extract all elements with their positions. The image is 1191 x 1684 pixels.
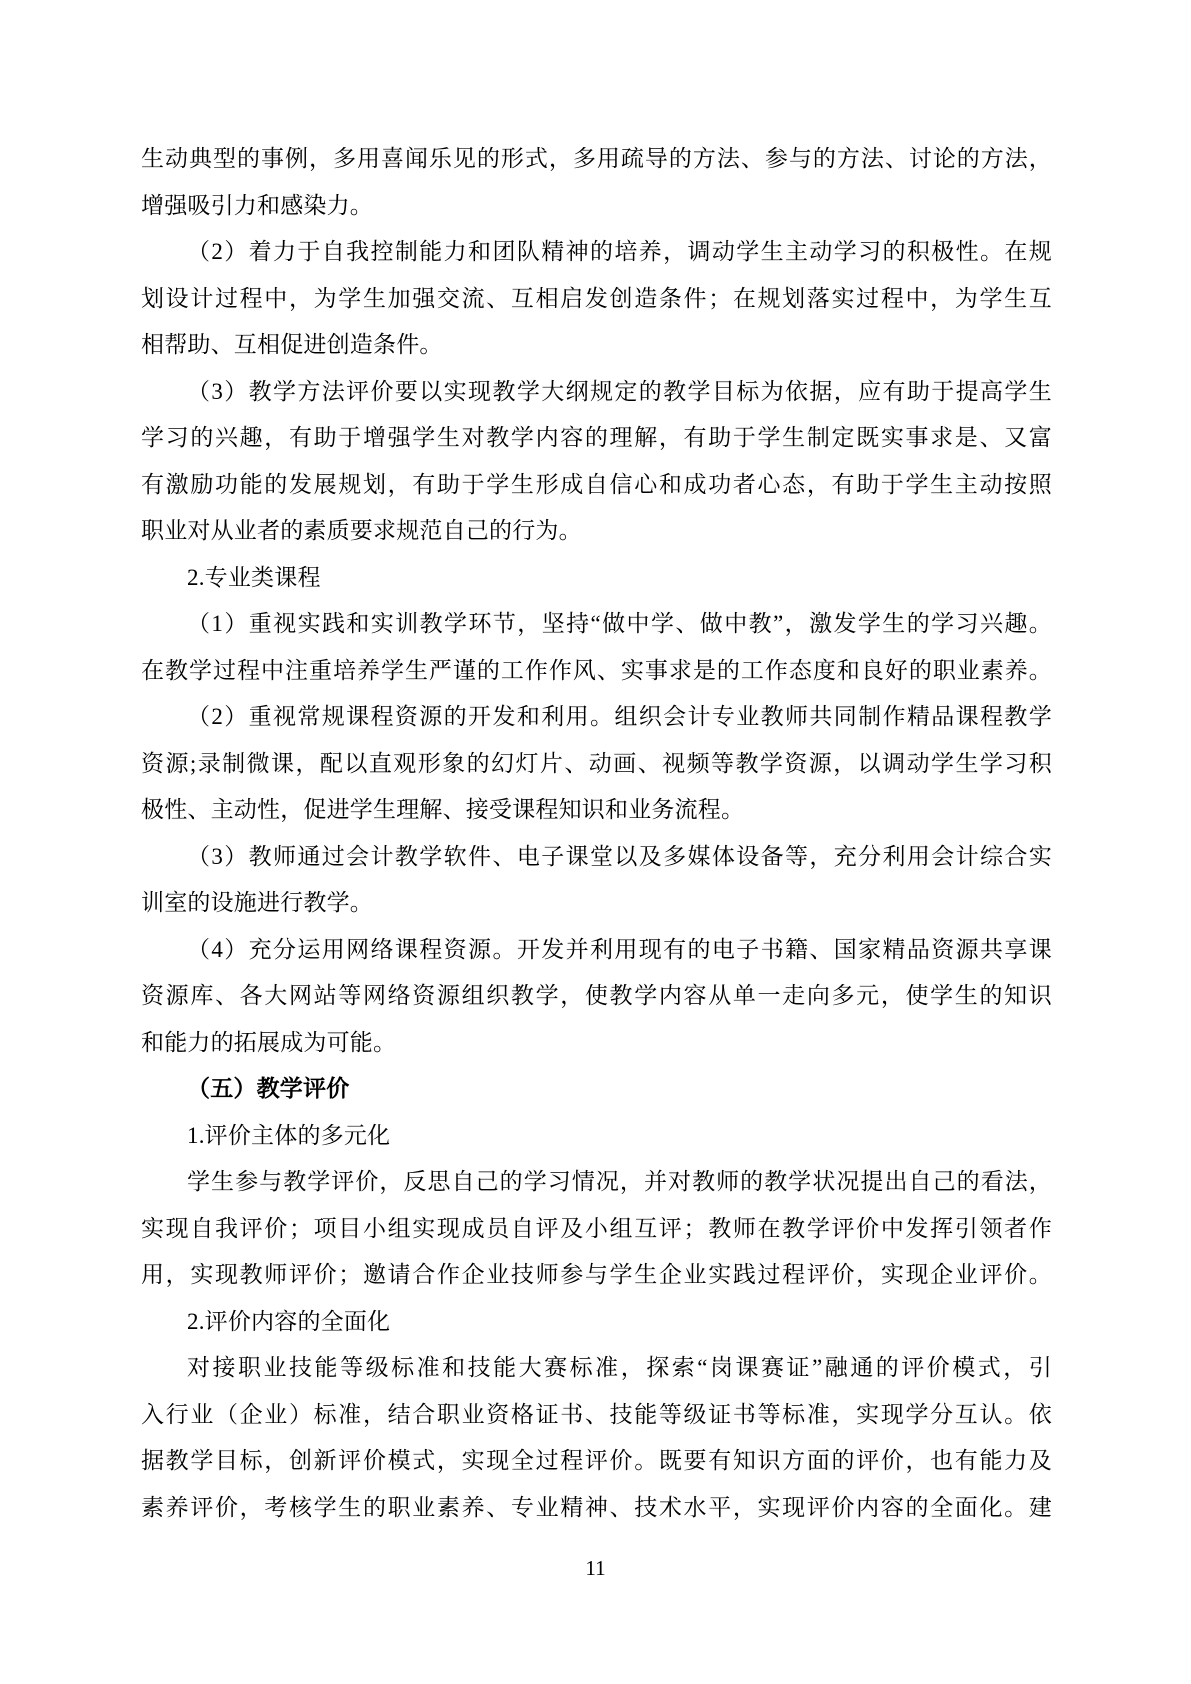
text-line: 在教学过程中注重培养学生严谨的工作作风、实事求是的工作态度和良好的职业素养。	[141, 657, 1052, 683]
text-line: （2）着力于自我控制能力和团队精神的培养，调动学生主动学习的积极性。在规	[187, 239, 1052, 264]
list-item-heading: 1.评价主体的多元化	[187, 1122, 391, 1148]
text-line: 相帮助、互相促进创造条件。	[141, 332, 443, 357]
text-line: 学生参与教学评价，反思自己的学习情况，并对教师的教学状况提出自己的看法，	[187, 1169, 1052, 1194]
text-line: 据教学目标，创新评价模式，实现全过程评价。既要有知识方面的评价，也有能力及	[141, 1448, 1052, 1473]
text-line: 生动典型的事例，多用喜闻乐见的形式，多用疏导的方法、参与的方法、讨论的方法，	[141, 146, 1052, 171]
text-line: （3）教师通过会计教学软件、电子课堂以及多媒体设备等，充分利用会计综合实	[187, 843, 1052, 869]
text-line: 训室的设施进行教学。	[141, 890, 373, 915]
list-item-heading: 2.专业类课程	[187, 564, 321, 590]
text-line: 对接职业技能等级标准和技能大赛标准，探索“岗课赛证”融通的评价模式，引	[187, 1355, 1052, 1380]
page-number: 11	[585, 1556, 606, 1580]
text-line: 素养评价，考核学生的职业素养、专业精神、技术水平，实现评价内容的全面化。建	[141, 1494, 1052, 1520]
text-line: 划设计过程中，为学生加强交流、互相启发创造条件；在规划落实过程中，为学生互	[141, 285, 1052, 311]
text-line: 职业对从业者的素质要求规范自己的行为。	[141, 518, 582, 543]
text-line: 资源;录制微课，配以直观形象的幻灯片、动画、视频等教学资源，以调动学生学习积	[141, 750, 1052, 776]
text-line: 用，实现教师评价；邀请合作企业技师参与学生企业实践过程评价，实现企业评价。	[141, 1262, 1052, 1287]
text-line: 增强吸引力和感染力。	[141, 192, 373, 218]
document-body-text	[141, 136, 1052, 1531]
text-line: （3）教学方法评价要以实现教学大纲规定的教学目标为依据，应有助于提高学生	[187, 378, 1052, 404]
text-line: （2）重视常规课程资源的开发和利用。组织会计专业教师共同制作精品课程教学	[187, 704, 1052, 729]
text-line: 有激励功能的发展规划，有助于学生形成自信心和成功者心态，有助于学生主动按照	[141, 471, 1052, 497]
text-line: （4）充分运用网络课程资源。开发并利用现有的电子书籍、国家精品资源共享课	[187, 936, 1052, 962]
text-line: 资源库、各大网站等网络资源组织教学，使教学内容从单一走向多元，使学生的知识	[141, 983, 1052, 1008]
text-line: 入行业（企业）标准，结合职业资格证书、技能等级证书等标准，实现学分互认。依	[141, 1401, 1052, 1427]
text-line: （1）重视实践和实训教学环节，坚持“做中学、做中教”，激发学生的学习兴趣。	[187, 611, 1052, 636]
text-line: 实现自我评价；项目小组实现成员自评及小组互评；教师在教学评价中发挥引领者作	[141, 1215, 1052, 1241]
text-line: 和能力的拓展成为可能。	[141, 1029, 397, 1055]
text-line: 学习的兴趣，有助于增强学生对教学内容的理解，有助于学生制定既实事求是、又富	[141, 425, 1052, 450]
list-item-heading: 2.评价内容的全面化	[187, 1308, 391, 1334]
text-line: 极性、主动性，促进学生理解、接受课程知识和业务流程。	[141, 797, 745, 822]
section-heading: （五）教学评价	[187, 1076, 350, 1101]
